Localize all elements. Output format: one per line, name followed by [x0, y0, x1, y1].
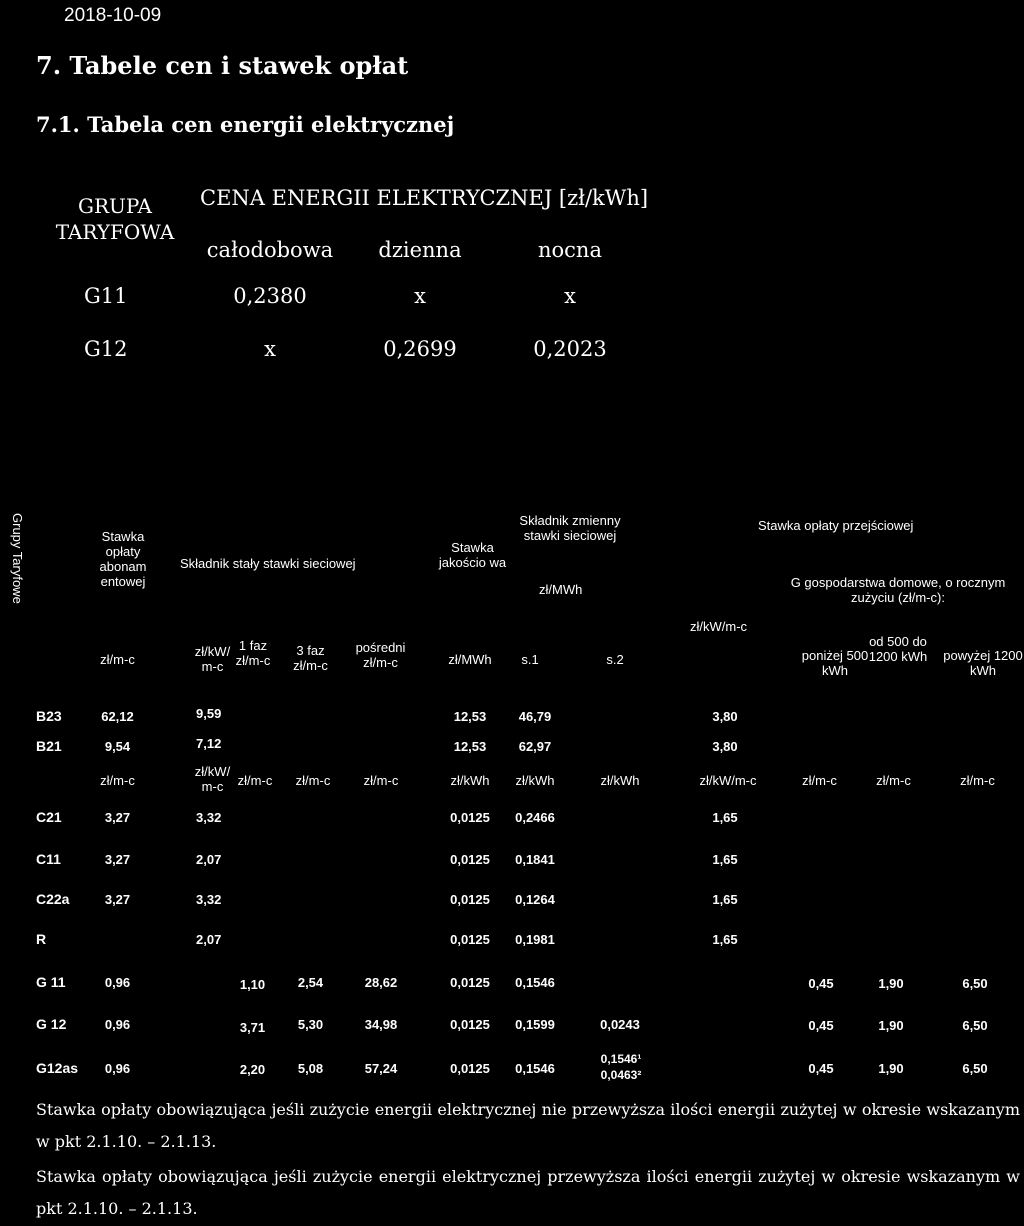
cell: 0,1981	[515, 932, 555, 947]
document-date: 2018-10-09	[64, 5, 162, 26]
cell: 3,32	[196, 810, 222, 825]
unit-cell: zł/m-c	[960, 773, 995, 788]
unit-cell: s.1	[521, 652, 539, 667]
cell: 0,1599	[515, 1017, 555, 1032]
footnote-2: Stawka opłaty obowiązująca jeśli zużycie energii elektrycznej przewyższa ilości energii zużytej w okresie wskazanym w pkt 2.1.10. – 2.1.13.	[36, 1167, 1020, 1218]
cell: 0,45	[808, 976, 834, 991]
cell: 3,27	[104, 810, 131, 825]
cell: 34,98	[364, 1017, 398, 1032]
row-name: B23	[36, 708, 62, 724]
cell: 1,90	[878, 976, 904, 991]
unit-cell: zł/m-c	[237, 773, 273, 788]
cell: 0,0125	[450, 1061, 490, 1076]
cell: 0,0243	[600, 1017, 640, 1032]
group-name: G11	[84, 284, 128, 308]
cell: 6,50	[962, 1061, 988, 1076]
cell: 9,54	[104, 739, 131, 754]
unit-cell: powyżej 1200 kWh	[943, 648, 1023, 678]
cell: 1,10	[239, 977, 266, 992]
cell: 1,65	[712, 810, 738, 825]
cell: 3,71	[239, 1020, 266, 1035]
cell: 28,62	[364, 975, 398, 990]
unit-cell: zł/m-c	[802, 773, 837, 788]
footnote-1: Stawka opłaty obowiązująca jeśli zużycie energii elektrycznej nie przewyższa ilości energii zużytej w okresie wskazanym w pkt 2.1.10. – 2.1.13.	[36, 1100, 1020, 1151]
cell: 7,12	[196, 736, 222, 751]
cell: 0,0125	[450, 1017, 490, 1032]
unit-cell: zł/kWh	[450, 773, 490, 788]
cell: 0,0125	[450, 932, 490, 947]
row-name: G12as	[36, 1060, 79, 1076]
cell: 0,1546¹	[600, 1052, 642, 1066]
side-label: Grupy Taryfowe	[10, 513, 25, 604]
cell: 0,96	[104, 975, 131, 990]
unit-cell: zł/kWh	[600, 773, 640, 788]
cell: 5,30	[297, 1017, 324, 1032]
price-cell: x	[414, 284, 426, 308]
header-przejsc-unit: zł/kW/m-c	[690, 619, 748, 634]
col-calodobowa: całodobowa	[206, 238, 334, 262]
cell: 0,96	[104, 1061, 131, 1076]
cell: 2,07	[196, 852, 222, 867]
subsection-title: 7.1. Tabela cen energii elektrycznej	[36, 112, 455, 137]
cell: 1,90	[878, 1061, 904, 1076]
price-cell: 0,2380	[233, 284, 307, 308]
cell: 12,53	[453, 709, 487, 724]
cell: 6,50	[962, 976, 988, 991]
unit-cell: s.2	[606, 652, 624, 667]
row-name: C21	[36, 809, 62, 825]
unit-cell: 1 faz zł/m-c	[235, 638, 271, 668]
cell: 0,0125	[450, 810, 490, 825]
unit-cell: zł/m-c	[100, 652, 135, 667]
price-cell: 0,2023	[533, 337, 607, 361]
cell: 57,24	[364, 1061, 398, 1076]
cell: 62,97	[518, 739, 552, 754]
cell: 1,90	[878, 1018, 904, 1033]
col-dzienna: dzienna	[378, 238, 462, 262]
header-zmienny: Składnik zmienny stawki sieciowej	[519, 513, 621, 543]
row-name: G 12	[36, 1016, 67, 1032]
cell: 1,65	[712, 852, 738, 867]
cell: 2,20	[239, 1062, 266, 1077]
cell: 1,65	[712, 892, 738, 907]
header-jakosc: Stawka jakościo wa	[438, 540, 507, 570]
row-name: G 11	[36, 974, 66, 990]
cell: 0,0125	[450, 852, 490, 867]
row-name: R	[36, 931, 47, 947]
cell: 0,1546	[515, 975, 555, 990]
unit-cell: pośredni zł/m-c	[355, 640, 406, 670]
cell: 0,0125	[450, 892, 490, 907]
row-name: C11	[36, 851, 61, 867]
cell: 2,07	[196, 932, 222, 947]
header-przejsc-sub: G gospodarstwa domowe, o rocznym zużyciu (zł/m-c):	[790, 575, 1006, 605]
cell: 0,0463²	[600, 1068, 642, 1082]
cell: 0,1264	[515, 892, 555, 907]
price-cell: x	[564, 284, 576, 308]
cell: 12,53	[453, 739, 487, 754]
cell: 3,27	[104, 852, 131, 867]
cell: 1,65	[712, 932, 738, 947]
cell: 3,32	[196, 892, 222, 907]
header-przejsc: Stawka opłaty przejściowej	[758, 518, 914, 533]
cell: 6,50	[962, 1018, 988, 1033]
unit-cell: zł/kWh	[515, 773, 555, 788]
cell: 0,45	[808, 1018, 834, 1033]
price-header: CENA ENERGII ELEKTRYCZNEJ [zł/kWh]	[200, 186, 649, 210]
cell: 0,2466	[515, 810, 555, 825]
cell: 0,0125	[450, 975, 490, 990]
unit-cell: zł/kW/ m-c	[194, 644, 231, 674]
unit-cell: zł/m-c	[876, 773, 911, 788]
unit-cell: od 500 do 1200 kWh	[868, 634, 928, 664]
cell: 9,59	[196, 706, 222, 721]
unit-cell: zł/MWh	[448, 652, 492, 667]
cell: 0,96	[104, 1017, 131, 1032]
cell: 62,12	[101, 709, 134, 724]
section-title: 7. Tabele cen i stawek opłat	[36, 51, 409, 80]
unit-cell: zł/kW/ m-c	[194, 764, 231, 794]
cell: 0,45	[808, 1061, 834, 1076]
header-abon: Stawka opłaty abonam entowej	[99, 529, 147, 589]
unit-cell: zł/m-c	[100, 773, 135, 788]
header-zmienny-unit: zł/MWh	[539, 582, 583, 597]
cell: 5,08	[297, 1061, 324, 1076]
group-name: G12	[84, 337, 128, 361]
group-header: GRUPA TARYFOWA	[55, 194, 175, 244]
price-cell: x	[264, 337, 276, 361]
unit-cell: zł/m-c	[363, 773, 399, 788]
cell: 0,1546	[515, 1061, 555, 1076]
price-cell: 0,2699	[383, 337, 457, 361]
cell: 3,80	[712, 709, 738, 724]
unit-cell: 3 faz zł/m-c	[293, 643, 328, 673]
unit-cell: zł/m-c	[295, 773, 331, 788]
unit-cell: zł/kW/m-c	[699, 773, 757, 788]
header-staly: Składnik stały stawki sieciowej	[180, 556, 356, 571]
cell: 46,79	[518, 709, 552, 724]
cell: 2,54	[297, 975, 324, 990]
col-nocna: nocna	[538, 238, 602, 262]
cell: 3,27	[104, 892, 131, 907]
cell: 0,1841	[515, 852, 555, 867]
row-name: B21	[36, 738, 62, 754]
row-name: C22a	[36, 891, 70, 907]
cell: 3,80	[712, 739, 738, 754]
unit-cell: poniżej 500 kWh	[801, 648, 869, 678]
